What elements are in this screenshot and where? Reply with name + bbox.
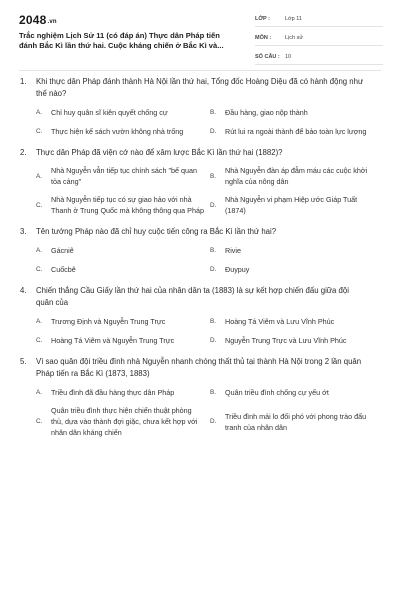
option-c[interactable] (36, 405, 210, 440)
meta-label: MÔN : (255, 35, 272, 41)
logo-text: 2048 (19, 13, 47, 27)
question-number: 5. (20, 357, 27, 366)
question-number: 1. (20, 77, 27, 86)
option-letter: B. (210, 108, 217, 116)
option-letter: D. (210, 201, 217, 209)
meta-row-count (255, 50, 383, 65)
option-letter: D. (210, 336, 217, 344)
option-letter: B. (210, 317, 217, 325)
option-text: Quân triều đình chống cự yếu ớt (225, 387, 329, 397)
question-2 (20, 147, 380, 218)
logo[interactable] (19, 13, 57, 27)
option-text: Nhà Nguyễn tiếp tục có sự giao hảo với nhà Thanh ở Trung Quốc mà không thông qua Pháp (51, 195, 204, 215)
option-text: Triều đình đã đầu hàng thực dân Pháp (51, 387, 175, 397)
question-number: 2. (20, 148, 27, 157)
document-title-line-2: đánh Bắc Kì lần thứ hai. Cuộc kháng chiến ở Bắc Kì và... (19, 41, 224, 50)
option-c[interactable] (36, 263, 210, 277)
option-letter: C. (36, 127, 43, 135)
option-d[interactable] (210, 405, 384, 440)
option-text: Hoàng Tá Viêm và Nguyễn Trung Trực (51, 335, 175, 345)
option-c[interactable] (36, 334, 210, 348)
option-text: Nguyễn Trung Trực và Lưu Vĩnh Phúc (225, 335, 347, 345)
option-b[interactable] (210, 165, 384, 189)
option-letter: A. (36, 172, 43, 180)
option-letter: C. (36, 201, 43, 209)
question-number: 4. (20, 286, 27, 295)
option-b[interactable] (210, 106, 384, 120)
meta-label: SỐ CÂU : (255, 54, 280, 60)
option-letter: A. (36, 108, 43, 116)
question-4 (20, 285, 380, 348)
option-text: Trương Định và Nguyễn Trung Trực (51, 316, 166, 326)
option-letter: D. (210, 418, 217, 425)
option-text: Rivie (225, 245, 241, 255)
option-c[interactable] (36, 194, 210, 218)
question-3 (20, 226, 380, 277)
option-text: Đầu hàng, giao nộp thành (225, 107, 308, 117)
meta-label: LỚP : (255, 16, 270, 22)
question-text: Tên tướng Pháp nào đã chỉ huy cuộc tiến công ra Bắc Kì lần thứ hai? (36, 227, 277, 236)
question-text: Khi thực dân Pháp đánh thành Hà Nội lần thứ hai, Tổng đốc Hoàng Diệu đã có hành động như thế nào? (36, 77, 364, 98)
option-letter: C. (36, 418, 43, 425)
option-text: Quân triều đình thực hiện chiến thuật phòng thủ, dựa vào thành đợi giặc, chưa kết hợp với nhân dân kháng chiến (51, 406, 198, 437)
option-a[interactable] (36, 315, 210, 329)
option-letter: A. (36, 246, 43, 254)
option-b[interactable] (210, 244, 384, 258)
option-letter: D. (210, 265, 217, 273)
logo-tail: .vn (47, 19, 57, 25)
document-title-line-1: Trắc nghiệm Lịch Sử 11 (có đáp án) Thực dân Pháp tiến (19, 31, 220, 40)
meta-value: Lịch sử (285, 35, 304, 41)
meta-value: Lớp 11 (285, 16, 302, 22)
document-title (19, 31, 229, 51)
option-letter: A. (36, 317, 43, 325)
option-text: Nhà Nguyễn vẫn tiếp tục chính sách "bế quan tỏa cảng" (51, 166, 197, 186)
option-d[interactable] (210, 125, 384, 139)
option-a[interactable] (36, 244, 210, 258)
meta-panel (255, 12, 383, 69)
option-text: Nhà Nguyễn vi phạm Hiệp ước Giáp Tuất (1874) (225, 195, 358, 215)
option-letter: A. (36, 388, 43, 396)
meta-value: 10 (285, 54, 292, 60)
option-letter: B. (210, 246, 217, 254)
option-b[interactable] (210, 386, 384, 400)
option-b[interactable] (210, 315, 384, 329)
meta-row-subject (255, 31, 383, 46)
meta-row-class (255, 12, 383, 27)
option-a[interactable] (36, 106, 210, 120)
question-text: Vì sao quân đội triều đình nhà Nguyễn nhanh chóng thất thủ tại thành Hà Nội trong 2 lần quân Pháp tiến ra Bắc Kì (1873, 1883) (36, 357, 362, 378)
option-a[interactable] (36, 165, 210, 189)
option-c[interactable] (36, 125, 210, 139)
option-text: Gácniê (51, 245, 74, 255)
header-divider (19, 70, 381, 71)
option-letter: B. (210, 388, 217, 396)
question-text: Chiến thắng Cầu Giấy lần thứ hai của nhân dân ta (1883) là sự kết hợp chiến đấu giữa đội quân của (36, 286, 349, 307)
option-text: Đuypuy (225, 264, 250, 274)
option-text: Thực hiện kế sách vườn không nhà trống (51, 126, 184, 136)
option-text: Nhà Nguyễn đàn áp đẫm máu các cuộc khởi nghĩa của nông dân (225, 166, 368, 186)
option-d[interactable] (210, 194, 384, 218)
question-number: 3. (20, 227, 27, 236)
option-d[interactable] (210, 263, 384, 277)
option-letter: C. (36, 336, 43, 344)
option-text: Cuốcbê (51, 264, 76, 274)
option-a[interactable] (36, 386, 210, 400)
question-5 (20, 356, 380, 440)
question-list (20, 76, 380, 448)
option-d[interactable] (210, 334, 384, 348)
option-text: Hoàng Tá Viêm và Lưu Vĩnh Phúc (225, 316, 335, 326)
option-letter: D. (210, 127, 217, 135)
question-text: Thực dân Pháp đã viện cớ nào để xâm lược Bắc Kì lần thứ hai (1882)? (36, 148, 283, 157)
option-text: Rút lui ra ngoài thành để bảo toàn lực lượng (225, 126, 367, 136)
option-letter: B. (210, 172, 217, 180)
header (0, 0, 400, 66)
question-1 (20, 76, 380, 139)
option-letter: C. (36, 265, 43, 273)
option-text: Triều đình mải lo đối phó với phong trào đấu tranh của nhân dân (225, 411, 367, 432)
option-text: Chỉ huy quân sĩ kiên quyết chống cự (51, 107, 168, 117)
